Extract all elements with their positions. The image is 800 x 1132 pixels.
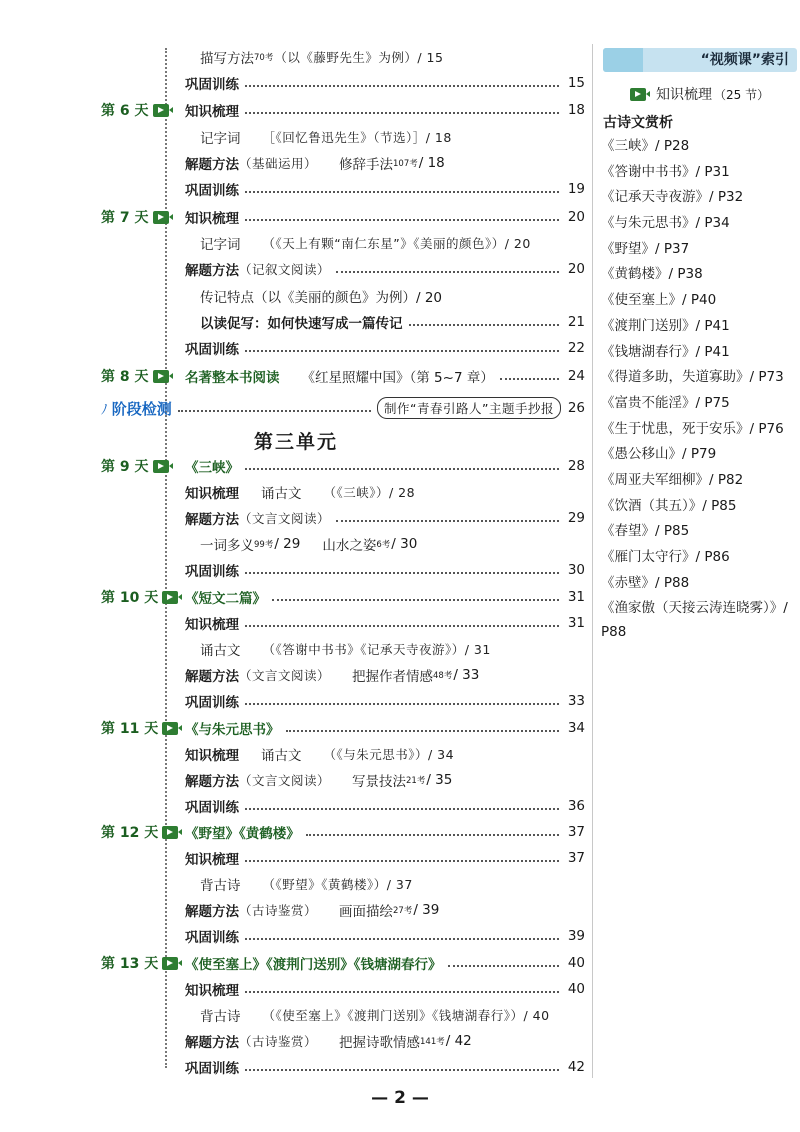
timeline-divider bbox=[165, 48, 167, 1068]
toc-entry[interactable]: 解题方法 （古诗鉴赏） 画面描绘 27考 / 39 bbox=[185, 902, 440, 920]
video-index-item[interactable]: 《渔家傲（天接云涛连晓雾）》/ bbox=[601, 600, 788, 617]
toc-entry[interactable]: 巩固训练 33 bbox=[185, 693, 585, 711]
day-label: 第 11 天 bbox=[101, 716, 181, 740]
video-index-item[interactable]: 《使至塞上》/ P40 bbox=[601, 292, 717, 309]
toc-entry[interactable]: 《与朱元思书》 34 bbox=[185, 720, 585, 738]
unit-title: 第三单元 bbox=[253, 431, 338, 453]
toc-entry[interactable]: 解题方法 （文言文阅读） 29 bbox=[185, 510, 585, 528]
video-icon bbox=[162, 722, 178, 735]
video-index-item[interactable]: 《三峡》/ P28 bbox=[601, 138, 690, 154]
knowledge-summary-label: 知识梳理 （25 节） bbox=[630, 84, 769, 104]
toc-entry[interactable]: 知识梳理 诵古文 （《三峡》）/ 28 bbox=[185, 485, 416, 502]
day-label: 第 6 天 bbox=[101, 98, 172, 122]
stage-test-entry[interactable]: ﾉ 阶段检测 制作“青春引路人”主题手抄报 26 bbox=[101, 396, 585, 420]
column-divider bbox=[592, 44, 593, 1078]
toc-entry[interactable]: 名著整本书阅读 《红星照耀中国》（第 5~7 章） 24 bbox=[185, 368, 585, 386]
video-index-item[interactable]: 《生于忧患，死于安乐》/ P76 bbox=[601, 420, 784, 437]
video-index-item[interactable]: 《春望》/ P85 bbox=[601, 523, 690, 540]
video-index-item[interactable]: 《周亚夫军细柳》/ P82 bbox=[601, 471, 744, 488]
toc-entry[interactable]: 记字词 ［《回忆鲁迅先生》（节选）］/ 18 bbox=[200, 130, 452, 147]
toc-entry[interactable]: 解题方法 （文言文阅读） 写景技法 21考 / 35 bbox=[185, 772, 453, 790]
toc-entry[interactable]: 《使至塞上》《渡荆门送别》《钱塘湖春行》 40 bbox=[185, 955, 585, 973]
video-icon bbox=[162, 826, 178, 839]
toc-entry[interactable]: 知识梳理 20 bbox=[185, 209, 585, 227]
video-index-item[interactable]: 《与朱元思书》/ P34 bbox=[601, 215, 730, 232]
page-number: — 2 — bbox=[371, 1088, 429, 1108]
video-index-item[interactable]: 《得道多助，失道寡助》/ P73 bbox=[601, 369, 784, 386]
toc-entry[interactable]: 巩固训练 36 bbox=[185, 798, 585, 816]
toc-entry[interactable]: 以读促写：如何快速写成一篇传记 21 bbox=[200, 314, 585, 332]
swirl-icon: ﾉ bbox=[101, 402, 108, 418]
toc-entry[interactable]: 背古诗 （《野望》《黄鹤楼》）/ 37 bbox=[200, 877, 413, 894]
toc-entry[interactable]: 解题方法 （文言文阅读） 把握作者情感 48考 / 33 bbox=[185, 667, 480, 685]
day-label: 第 10 天 bbox=[101, 585, 181, 609]
toc-entry[interactable]: 知识梳理 31 bbox=[185, 615, 585, 633]
toc-entry[interactable]: 巩固训练 42 bbox=[185, 1059, 585, 1077]
video-icon bbox=[153, 104, 169, 117]
toc-entry[interactable]: 记字词 （《天上有颗“南仁东星”》《美丽的颜色》）/ 20 bbox=[200, 236, 531, 253]
video-icon bbox=[153, 211, 169, 224]
video-index-item[interactable]: 《赤壁》/ P88 bbox=[601, 574, 690, 591]
video-icon bbox=[153, 460, 169, 473]
video-index-item[interactable]: 《饮酒（其五）》/ P85 bbox=[601, 497, 737, 514]
toc-entry[interactable]: 巩固训练 19 bbox=[185, 181, 585, 199]
toc-entry[interactable]: 一词多义 99考 / 29 山水之姿 6考 / 30 bbox=[200, 536, 418, 554]
video-icon bbox=[162, 957, 178, 970]
toc-entry[interactable]: 知识梳理 37 bbox=[185, 850, 585, 868]
day-label: 第 8 天 bbox=[101, 364, 172, 388]
leader-dots bbox=[245, 85, 559, 87]
video-index-item-page: P88 bbox=[601, 624, 627, 641]
toc-entry[interactable]: 巩固训练 22 bbox=[185, 340, 585, 358]
toc-entry[interactable]: 《三峡》 28 bbox=[185, 458, 585, 476]
toc-entry[interactable]: 背古诗 （《使至塞上》《渡荆门送别》《钱塘湖春行》）/ 40 bbox=[200, 1008, 550, 1025]
day-label: 第 9 天 bbox=[101, 454, 172, 478]
day-label: 第 12 天 bbox=[101, 820, 181, 844]
video-index-item[interactable]: 《雁门太守行》/ P86 bbox=[601, 549, 730, 565]
toc-entry[interactable]: 诵古文 （《答谢中书书》《记承天寺夜游》）/ 31 bbox=[200, 642, 491, 659]
video-index-item[interactable]: 《野望》/ P37 bbox=[601, 240, 690, 257]
toc-entry[interactable]: 解题方法 （古诗鉴赏） 把握诗歌情感 141考 / 42 bbox=[185, 1033, 472, 1051]
video-index-item[interactable]: 《愚公移山》/ P79 bbox=[601, 446, 717, 463]
toc-entry[interactable]: 《野望》《黄鹤楼》 37 bbox=[185, 824, 585, 842]
video-index-banner: “视频课”索引 bbox=[603, 48, 797, 72]
toc-entry[interactable]: 《短文二篇》 31 bbox=[185, 589, 585, 607]
toc-entry[interactable]: 描写方法 70考 （以《藤野先生》为例）/ 15 bbox=[200, 50, 444, 67]
video-index-item[interactable]: 《记承天寺夜游》/ P32 bbox=[601, 189, 744, 206]
video-index-list bbox=[601, 134, 800, 642]
toc-entry[interactable]: 知识梳理 18 bbox=[185, 102, 585, 120]
video-icon bbox=[153, 370, 169, 383]
toc-entry[interactable]: 知识梳理 诵古文 （《与朱元思书》）/ 34 bbox=[185, 747, 455, 764]
video-icon bbox=[630, 88, 646, 101]
section-heading: 古诗文赏析 bbox=[603, 115, 673, 131]
toc-entry[interactable]: 巩固训练 15 bbox=[185, 75, 585, 93]
video-index-item[interactable]: 《黄鹤楼》/ P38 bbox=[601, 266, 703, 283]
day-label: 第 13 天 bbox=[101, 951, 181, 975]
toc-entry[interactable]: 巩固训练 39 bbox=[185, 928, 585, 946]
video-icon bbox=[162, 591, 178, 604]
video-index-item[interactable]: 《答谢中书书》/ P31 bbox=[601, 163, 730, 180]
toc-entry[interactable]: 传记特点（以《美丽的颜色》为例）/ 20 bbox=[200, 290, 443, 306]
toc-entry[interactable]: 知识梳理 40 bbox=[185, 981, 585, 999]
video-index-item[interactable]: 《钱塘湖春行》/ P41 bbox=[601, 343, 730, 360]
video-index-item[interactable]: 《渡荆门送别》/ P41 bbox=[601, 317, 730, 334]
toc-entry[interactable]: 解题方法 （记叙文阅读） 20 bbox=[185, 261, 585, 279]
toc-entry[interactable]: 解题方法 （基础运用） 修辞手法 107考 / 18 bbox=[185, 155, 445, 173]
day-label: 第 7 天 bbox=[101, 205, 172, 229]
toc-entry[interactable]: 巩固训练 30 bbox=[185, 562, 585, 580]
video-index-item[interactable]: 《富贵不能淫》/ P75 bbox=[601, 394, 730, 411]
